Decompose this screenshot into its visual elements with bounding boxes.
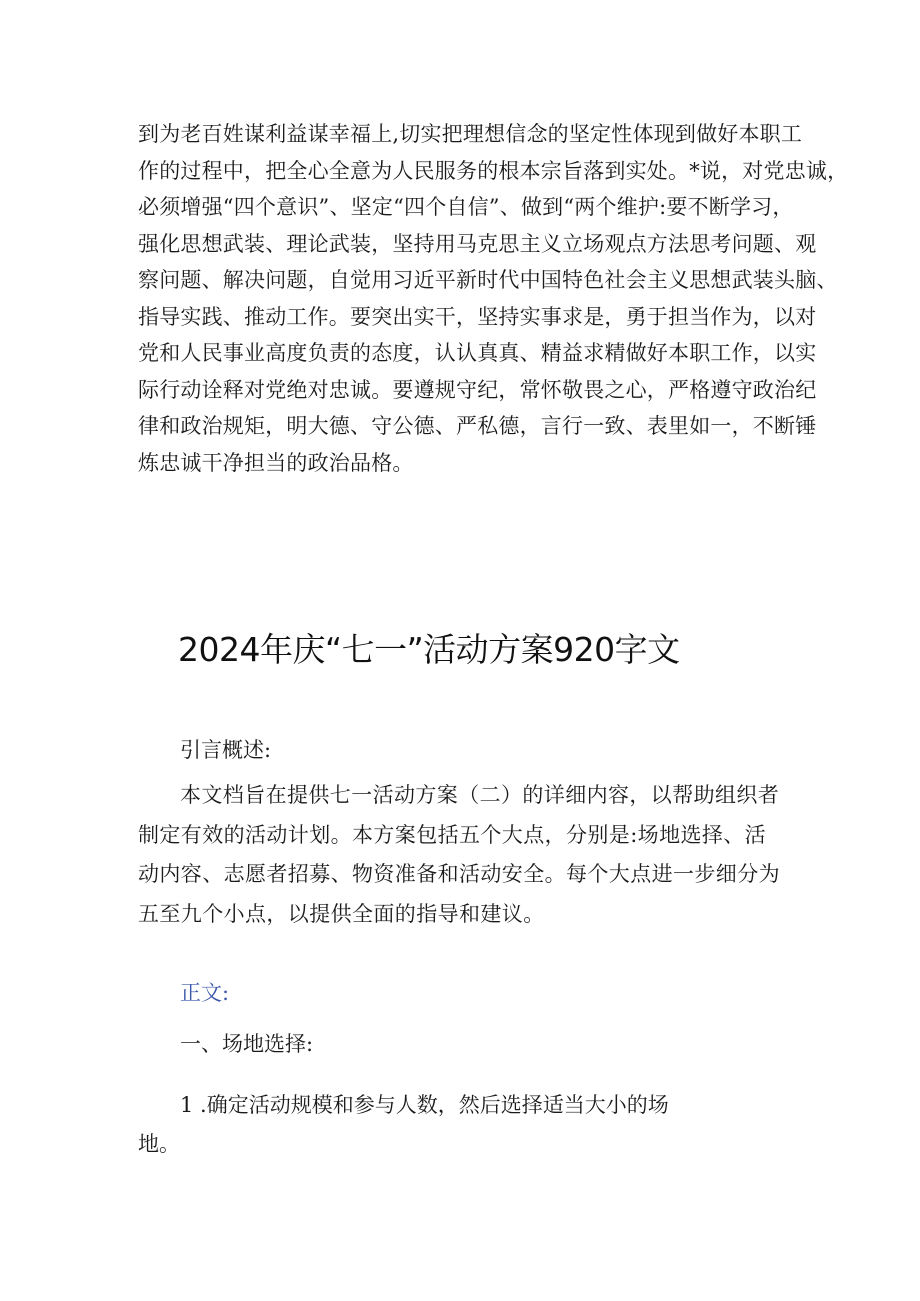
top-paragraph [138, 116, 849, 481]
paragraph-line: 党和人民事业高度负责的态度，认认真真、精益求精做好本职工作，以实 [138, 341, 817, 365]
paragraph-line: 作的过程中，把全心全意为人民服务的根本宗旨落到实处。*说，对党忠诚， [138, 158, 849, 183]
intro-label: 引言概述: [180, 738, 272, 762]
intro-paragraph [138, 776, 798, 934]
paragraph-line: 察问题、解决问题，自觉用习近平新时代中国特色社会主义思想武装头脑、 [138, 268, 838, 292]
paragraph-line: 指导实践、推动工作。要突出实干，坚持实事求是，勇于担当作为，以对 [138, 304, 817, 329]
paragraph-line: 强化思想武装、理论武装，坚持用马克思主义立场观点方法思考问题、观 [138, 231, 817, 256]
list-item: 1 .确定活动规模和参与人数，然后选择适当大小的场 [180, 1093, 669, 1117]
list-item-continuation: 地。 [138, 1132, 180, 1156]
paragraph-line: 炼忠诚干净担当的政治品格。 [138, 450, 414, 475]
paragraph-line: 五至九个小点，以提供全面的指导和建议。 [138, 901, 545, 926]
main-text-label: 正文: [180, 981, 230, 1005]
paragraph-line: 动内容、志愿者招募、物资准备和活动安全。每个大点进一步细分为 [138, 862, 780, 886]
paragraph-line: 际行动诠释对党绝对忠诚。要遵规守纪，常怀敬畏之心，严格遵守政治纪 [138, 377, 817, 402]
paragraph-line: 到为老百姓谋利益谋幸福上,切实把理想信念的坚定性体现到做好本职工 [138, 122, 803, 146]
paragraph-line: 本文档旨在提供七一活动方案（二）的详细内容，以帮助组织者 [180, 783, 780, 807]
paragraph-line: 必须增强“四个意识”、坚定“四个自信”、做到“两个维护:要不断学习， [138, 195, 794, 219]
paragraph-line: 律和政治规矩，明大德、守公德、严私德，言行一致、表里如一，不断锤 [138, 414, 817, 438]
paragraph-line: 制定有效的活动计划。本方案包括五个大点，分别是:场地选择、活 [138, 822, 767, 847]
section-heading: 一、场地选择: [180, 1032, 314, 1056]
document-title: 2024年庆“七一”活动方案920字文 [178, 630, 680, 669]
